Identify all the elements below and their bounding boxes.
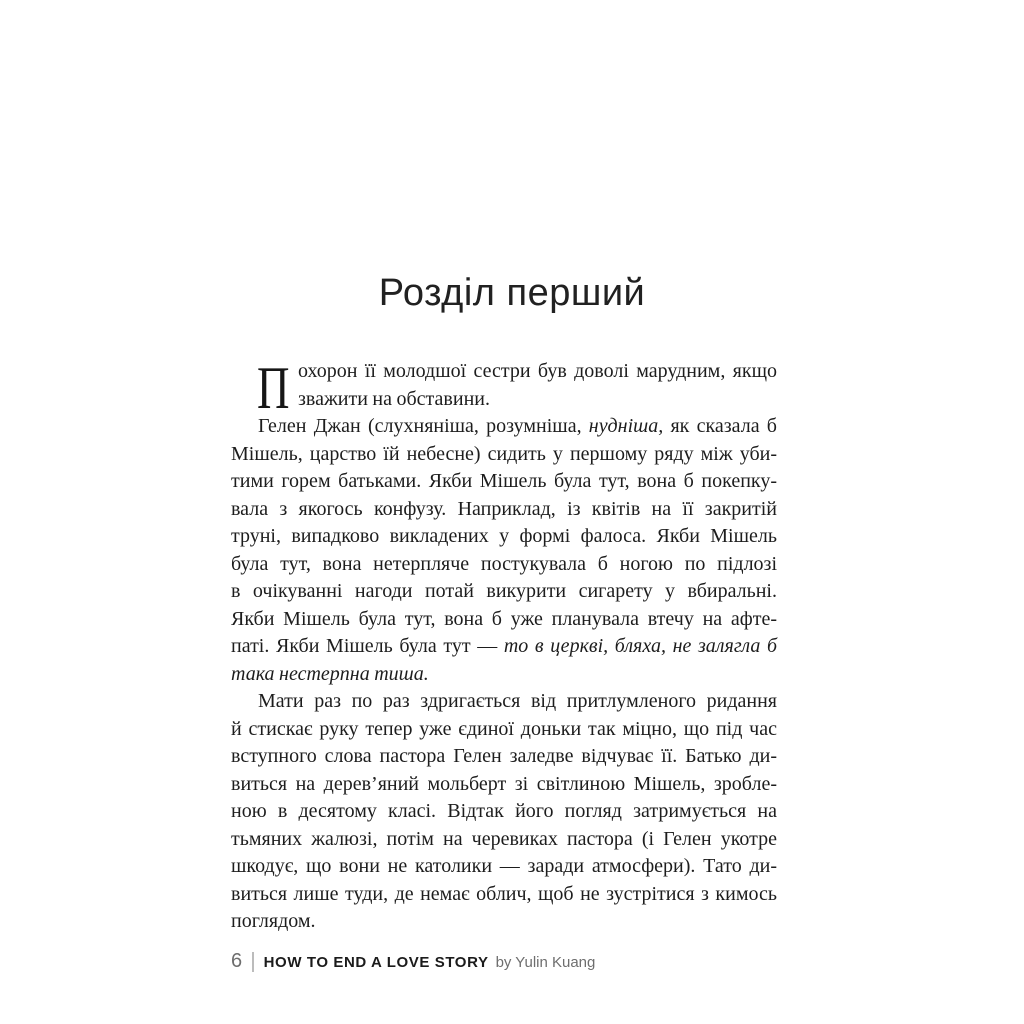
text-line (231, 496, 777, 524)
text-line (231, 578, 777, 606)
text-line (231, 468, 777, 496)
text-line (231, 661, 777, 689)
text-line (231, 771, 777, 799)
body-text-segment: вступного слова пастора Гелен заледве відчуває її. Батько ди- (231, 745, 777, 767)
page-number: 6 (231, 950, 243, 972)
text-line (231, 441, 777, 469)
body-text-segment: паті. Якби Мішель була тут — (231, 635, 504, 657)
body-text-segment: труні, випадково викладених у формі фалоса. Якби Мішель (231, 525, 777, 547)
body-text-segment: ною в десятому класі. Відтак його погляд затримується на (231, 800, 777, 822)
body-text-segment: тьмяних жалюзі, потім на черевиках пастора (і Гелен укотре (231, 827, 777, 850)
paragraph (231, 413, 777, 688)
footer (231, 950, 595, 973)
body-text-segment: як сказала б (663, 415, 777, 437)
body-text-segment: Мати раз по раз здригається від притлумленого ридання (258, 690, 777, 712)
text-line (231, 853, 777, 881)
body-text-segment: й стискає руку тепер уже єдиної доньки так міцно, що під час (231, 717, 777, 740)
body-text-segment: шкодує, що вони не католики — заради атмосфери). Тато ди- (231, 855, 777, 877)
body-text-segment: тими горем батьками. Якби Мішель була тут, вона б покепку- (231, 470, 777, 492)
text-line (231, 551, 777, 579)
text-line (231, 716, 777, 744)
body-text-segment: була тут, вона нетерпляче постукувала б ногою по підлозі (231, 552, 777, 575)
body-text-segment: охорон її молодшої сестри був доволі марудним, якщо (298, 360, 777, 382)
text-line (231, 743, 777, 771)
italic-text: така нестерпна тиша. (231, 662, 429, 685)
paragraph (231, 688, 777, 936)
text-line (231, 908, 777, 936)
text-line (231, 826, 777, 854)
text-line (298, 386, 777, 414)
body-text-segment: вала з якогось конфузу. Наприклад, із квітів на її закритій (231, 497, 777, 520)
text-line (258, 413, 777, 441)
book-title: HOW TO END A LOVE STORY (263, 954, 489, 971)
paragraph (231, 355, 777, 421)
body-text-segment: виться на дерев’яний мольберт зі світлиною Мішель, зробле- (231, 772, 777, 795)
book-author: by Yulin Kuang (495, 954, 596, 971)
text-line (231, 606, 777, 634)
text-line (298, 358, 777, 386)
body-text (231, 355, 777, 936)
body-text-segment: в очікуванні нагоди потай викурити сигарету у вбиральні. (231, 580, 777, 602)
text-line (231, 523, 777, 551)
body-text-segment: Гелен Джан (слухняніша, розумніша, (258, 415, 589, 437)
body-text-segment: Якби Мішель була тут, вона б уже планувала втечу на афте- (231, 607, 777, 630)
body-text-segment: зважити на обставини. (298, 387, 490, 410)
drop-cap: П (257, 355, 290, 421)
body-text-segment: поглядом. (231, 910, 316, 932)
body-text-segment: виться лише туди, де немає облич, щоб не зустрітися з кимось (231, 882, 777, 905)
footer-separator (252, 952, 254, 972)
text-line (231, 633, 777, 661)
text-line (258, 688, 777, 716)
body-text-segment: Мішель, царство їй небесне) сидить у першому ряду між уби- (231, 442, 777, 465)
italic-text: нудніша, (588, 415, 664, 437)
italic-text: то в церкві, бляха, не залягла б (503, 635, 777, 657)
text-line (231, 798, 777, 826)
text-line (231, 881, 777, 909)
chapter-title: Розділ перший (378, 272, 646, 315)
